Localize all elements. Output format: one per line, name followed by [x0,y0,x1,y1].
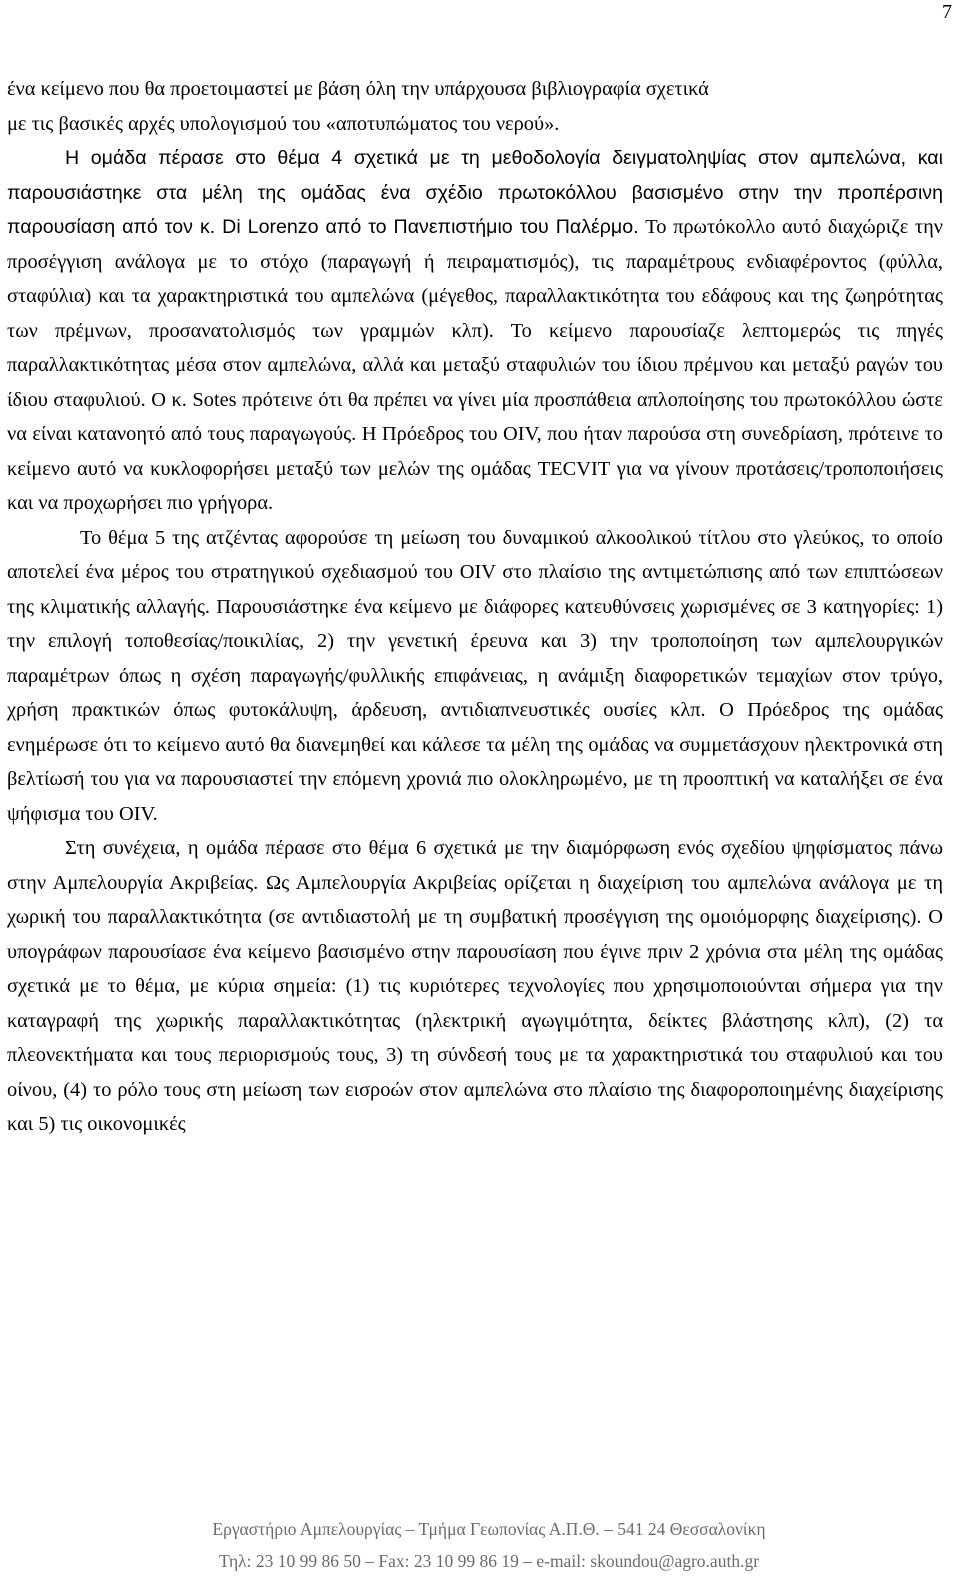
footer-address: Εργαστήριο Αμπελουργίας – Τμήμα Γεωπονίας Α.Π.Θ. – 541 24 Θεσσαλονίκη [212,1519,766,1539]
paragraph-1-line-2: με τις βασικές αρχές υπολογισμού του «αποτυπώματος του νερού». [7,112,560,135]
paragraph-4: Στη συνέχεια, η ομάδα πέρασε στο θέμα 6 σχετικά με την διαμόρφωση ενός σχεδίου ψηφίσματος πάνω στην Αμπελουργία Ακριβείας. Ως Αμπελουργία Ακριβείας ορίζεται η διαχείριση του αμπελώνα ανάλογα με τη χωρική του παραλλακτικότητα (σε αντιδιαστολή με τη συμβατική προσέγγιση της ομοιόμορφης διαχείρισης). Ο υπογράφων παρουσίασε ένα κείμενο βασισμένο στην παρουσίαση που έγινε πριν 2 χρόνια στα μέλη της ομάδας σχετικά με το θέμα, με κύρια σημεία: (1) τις κυριότερες τεχνολογίες που χρησιμοποιούνται σήμερα για την καταγραφή της χωρικής παραλλακτικότητας (ηλεκτρική αγωγιμότητα, δείκτες βλάστησης κλπ), (2) τα πλεονεκτήματα και τους περιορισμούς τους, 3) τη σύνδεσή τους με τα χαρακτηριστικά του σταφυλιού και του οίνου, (4) το ρόλο τους στη μείωση των εισροών στον αμπελώνα στο πλαίσιο της διαφοροποιημένης διαχείρισης και 5) τις οικονομικές [7,837,943,1135]
paragraph-1-line-1: ένα κείμενο που θα προετοιμαστεί με βάση όλη την υπάρχουσα βιβλιογραφία σχετικά [7,78,709,100]
page-number: 7 [942,1,952,23]
footer-contact: Τηλ: 23 10 99 86 50 – Fax: 23 10 99 86 19 – e-mail: skoundou@agro.auth.gr [218,1551,760,1571]
document-body [7,72,943,1142]
paragraph-2-sans-part: Η ομάδα πέρασε στο θέμα 4 σχετικά με τη μεθοδολογία δειγματοληψίας στον αμπελώνα, και παρουσιάστηκε στα μέλη της ομάδας ένα σχέδιο πρωτοκόλλου βασισμένο στην την προπέρσινη παρουσίαση από τον κ. Di Lorenzo από το Πανεπιστήμιο του Παλέρμο. [7,147,943,238]
paragraph-2-serif-part: Το πρωτόκολλο αυτό διαχώριζε την προσέγγιση ανάλογα με το στόχο (παραγωγή ή πειραματισμός), τις παραμέτρους ενδιαφέροντος (φύλλα, σταφύλια) και τα χαρακτηριστικά του αμπελώνα (μέγεθος, παραλλακτικότητα του εδάφους και της ζωηρότητας των πρέμνων, προσανατολισμός των γραμμών κλπ). Το κείμενο παρουσίαζε λεπτομερώς τις πηγές παραλλακτικότητας μέσα στον αμπελώνα, αλλά και μεταξύ σταφυλιών του ίδιου πρέμνου και μεταξύ ραγών του ίδιου σταφυλιού. Ο κ. Sotes πρότεινε ότι θα πρέπει να γίνει μία προσπάθεια απλοποίησης του πρωτοκόλλου ώστε να είναι κατανοητό από τους παραγωγούς. Η Πρόεδρος του OIV, που ήταν παρούσα στη συνεδρίαση, πρότεινε το κείμενο αυτό να κυκλοφορήσει μεταξύ των μελών της ομάδας TECVIT για να γίνουν προτάσεις/τροποποιήσεις και να προχωρήσει πιο γρήγορα. [7,216,944,514]
paragraph-3: Το θέμα 5 της ατζέντας αφορούσε τη μείωση του δυναμικού αλκοολικού τίτλου στο γλεύκος, το οποίο αποτελεί ένα μέρος του στρατηγικού σχεδιασμού του OIV στο πλαίσιο της αντιμετώπισης από των επιπτώσεων της κλιματικής αλλαγής. Παρουσιάστηκε ένα κείμενο με διάφορες κατευθύνσεις χωρισμένες σε 3 κατηγορίες: 1) την επιλογή τοποθεσίας/ποικιλίας, 2) την γενετική έρευνα και 3) την τροποποίηση των αμπελουργικών παραμέτρων όπως η σχέση παραγωγής/φυλλικής επιφάνειας, η ανάμιξη διαφορετικών τεμαχίων στον τρύγο, χρήση πρακτικών όπως φυτοκάλυψη, άρδευση, αντιδιαπνευστικές ουσίες κλπ. Ο Πρόεδρος της ομάδας ενημέρωσε ότι το κείμενο αυτό θα διανεμηθεί και κάλεσε τα μέλη της ομάδας να συμμετάσχουν ηλεκτρονικά στη βελτίωσή του για να παρουσιαστεί την επόμενη χρονιά πιο ολοκληρωμένο, με τη προοπτική να καταλήξει σε ένα ψήφισμα του OIV. [7,526,943,825]
